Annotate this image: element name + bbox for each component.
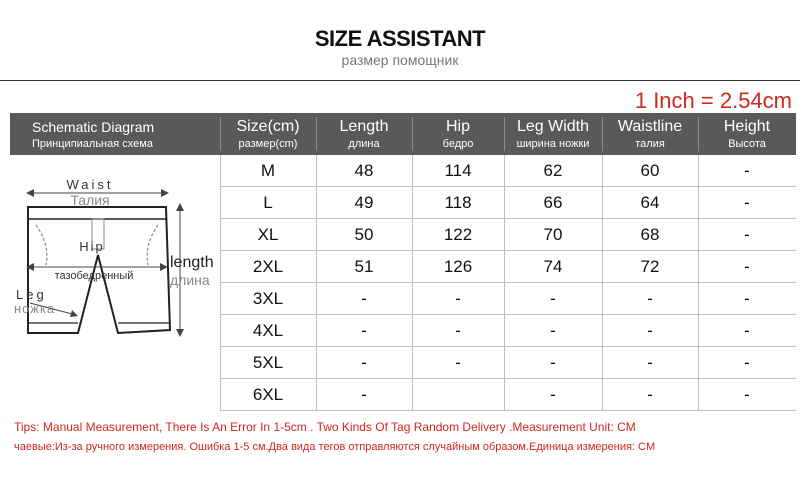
- length-arrow-head-top: [176, 203, 184, 211]
- tips-note-ru: чаевые:Из-за ручного измерения. Ошибка 1-5 см.Два вида тегов отправляются случайным образом.Единица измерения: CM: [14, 441, 656, 453]
- table-row: [220, 315, 796, 347]
- cell-hip: -: [455, 289, 461, 308]
- col-header-height: [698, 113, 796, 155]
- cell-leg-width: 66: [543, 193, 563, 212]
- cell-waistline: 64: [640, 193, 660, 212]
- cell-leg-width: -: [550, 385, 556, 404]
- table-row: [220, 251, 796, 283]
- cell-length: 49: [354, 193, 374, 212]
- leg-arrow-head: [70, 310, 78, 317]
- col-header-en: Height: [723, 118, 771, 135]
- cell-size: XL: [257, 225, 279, 244]
- col-header-waistline: [602, 113, 698, 155]
- waist-label-ru: Талия: [70, 192, 110, 208]
- table-header-bar: [10, 113, 796, 155]
- cell-hip: 118: [444, 193, 472, 212]
- col-header-en: Waistline: [617, 118, 683, 135]
- waist-arrow-head-left: [26, 189, 34, 197]
- col-header-ru: ширина ножки: [516, 138, 590, 150]
- page-title: SIZE ASSISTANT: [314, 26, 486, 51]
- table-row: [220, 219, 796, 251]
- cell-length: -: [361, 289, 367, 308]
- cell-height: -: [744, 289, 750, 308]
- hip-label-en: Hip: [79, 239, 105, 254]
- cell-waistline: 72: [640, 257, 660, 276]
- cell-size: 5XL: [252, 353, 284, 372]
- hip-arrow-head-right: [160, 263, 168, 271]
- col-header-ru: длина: [348, 138, 380, 150]
- col-header-en: Hip: [445, 118, 470, 135]
- page-subtitle: размер помощник: [341, 52, 459, 68]
- leg-label-en: Leg: [16, 287, 47, 302]
- length-label-en: length: [170, 254, 214, 271]
- cell-leg-width: 62: [543, 161, 563, 180]
- cell-hip: 114: [444, 161, 472, 180]
- leg-label-ru: ножка: [14, 301, 56, 316]
- waist-arrow-head-right: [161, 189, 169, 197]
- cell-height: -: [744, 321, 750, 340]
- tips-note-en: Tips: Manual Measurement, There Is An Error In 1-5cm . Two Kinds Of Tag Random Delivery .Measurement Unit: CM: [14, 420, 636, 434]
- col-header-ru: размер(cm): [238, 138, 298, 150]
- cell-waistline: 60: [640, 161, 660, 180]
- col-header-en: Leg Width: [516, 118, 590, 135]
- col-header-length: [316, 113, 412, 155]
- cell-height: -: [744, 353, 750, 372]
- table-row: [220, 187, 796, 219]
- col-header-ru: Высота: [728, 138, 766, 150]
- shorts-schematic-diagram: [10, 155, 220, 412]
- cell-height: -: [744, 225, 750, 244]
- col-header-ru: Принципиальная схема: [32, 138, 153, 150]
- pocket-left: [36, 225, 47, 265]
- cell-size: 2XL: [252, 257, 284, 276]
- hip-label-ru: тазобедренный: [54, 270, 134, 282]
- col-header-en: Size(cm): [236, 118, 300, 135]
- cell-hip: -: [455, 353, 461, 372]
- unit-conversion-note: 1 Inch = 2.54cm: [634, 88, 792, 113]
- col-header-leg-width: [504, 113, 602, 155]
- cell-length: 48: [354, 161, 374, 180]
- cell-waistline: -: [647, 385, 653, 404]
- cell-waistline: -: [647, 321, 653, 340]
- header-divider: [0, 80, 800, 81]
- cell-height: -: [744, 385, 750, 404]
- table-row: [220, 347, 796, 379]
- cell-hip: [412, 379, 504, 411]
- length-arrow-head-bottom: [176, 329, 184, 337]
- length-label-ru: длина: [170, 272, 210, 288]
- cell-size: L: [263, 193, 273, 212]
- cell-leg-width: -: [550, 353, 556, 372]
- cell-waistline: -: [647, 353, 653, 372]
- col-header-en: Length: [339, 118, 389, 135]
- cell-length: -: [361, 385, 367, 404]
- cell-waistline: 68: [640, 225, 660, 244]
- cell-leg-width: -: [550, 321, 556, 340]
- col-header-size: [220, 113, 316, 155]
- cell-length: -: [361, 353, 367, 372]
- cell-leg-width: 74: [543, 257, 563, 276]
- cell-height: -: [744, 257, 750, 276]
- cell-length: -: [361, 321, 367, 340]
- table-row: [220, 379, 796, 411]
- cell-size: 6XL: [252, 385, 284, 404]
- cell-size: M: [260, 161, 276, 180]
- cell-hip: 126: [443, 257, 473, 276]
- cell-length: 50: [354, 225, 374, 244]
- col-header-hip: [412, 113, 504, 155]
- cell-height: -: [744, 161, 750, 180]
- cell-height: -: [744, 193, 750, 212]
- cell-size: 3XL: [252, 289, 284, 308]
- col-header-ru: бедро: [442, 138, 474, 150]
- cell-leg-width: -: [550, 289, 556, 308]
- cell-leg-width: 70: [543, 225, 563, 244]
- cell-hip: -: [455, 321, 461, 340]
- cell-length: 51: [354, 257, 374, 276]
- col-header-diagram: [10, 113, 220, 155]
- shorts-diagram-svg: [10, 155, 220, 412]
- page-header: [0, 0, 800, 80]
- cell-size: 4XL: [252, 321, 284, 340]
- table-row: [220, 283, 796, 315]
- pocket-right: [147, 225, 158, 265]
- col-header-en: Schematic Diagram: [32, 119, 155, 135]
- waist-label-en: Waist: [66, 177, 114, 192]
- cell-waistline: -: [647, 289, 653, 308]
- col-header-ru: талия: [635, 138, 665, 150]
- cell-hip: 122: [443, 225, 473, 244]
- table-row: [220, 155, 796, 187]
